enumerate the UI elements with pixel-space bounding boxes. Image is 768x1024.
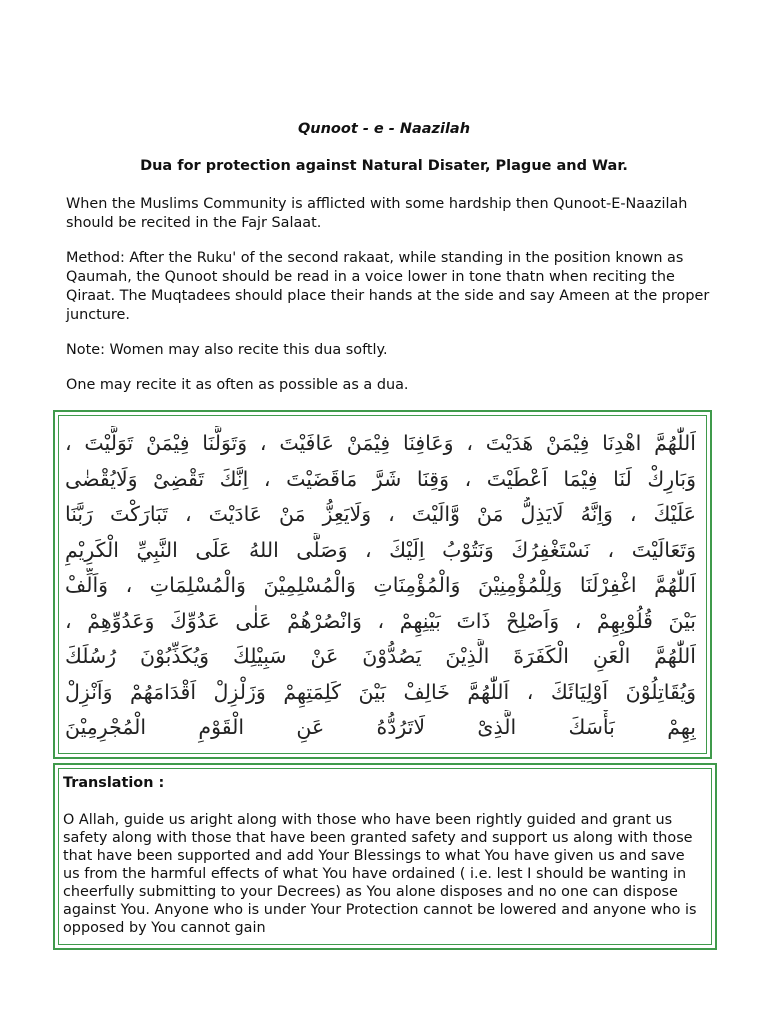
translation-box <box>53 763 717 950</box>
arabic-dua-box <box>53 410 712 759</box>
arabic-line: عَلَيْكَ ، وَاِنَّهُ لَايَذِلُّ مَنْ وَّالَيْتَ ، وَلَايَعِزُّ مَنْ عَادَيْتَ ، تَبَارَكْتَ رَبَّنَا <box>65 502 696 526</box>
note-paragraph: Note: Women may also recite this dua softly. <box>66 342 388 358</box>
intro-paragraph: When the Muslims Community is afflicted with some hardship then Qunoot-E-Naazilah should be recited in the Fajr Salaat. <box>66 196 688 231</box>
arabic-line: اَللّٰهُمَّ الْعَنِ الْكَفَرَةَ الَّذِيْنَ يَصُدُّوْنَ عَنْ سَبِيْلِكَ وَيُكَذِّبُوْنَ رُسُلَكَ <box>65 644 696 668</box>
arabic-line: بِهِمْ بَأْسَكَ الَّذِىْ لَاتَرُدُّهُ عَنِ الْقَوْمِ الْمُجْرِمِيْنَ <box>65 715 696 739</box>
document-subtitle: Dua for protection against Natural Disater, Plague and War. <box>140 158 628 174</box>
arabic-dua-text <box>65 426 696 746</box>
recite-paragraph: One may recite it as often as possible as a dua. <box>66 377 409 393</box>
arabic-line: اَللّٰهُمَّ اهْدِنَا فِيْمَنْ هَدَيْتَ ، وَعَافِنَا فِيْمَنْ عَافَيْتَ ، وَتَوَلَّنَا فِيْمَنْ تَوَلَّيْتَ ، <box>65 431 696 455</box>
arabic-line: وَبَارِكْ لَنَا فِيْمَا اَعْطَيْتَ ، وَقِنَا شَرَّ مَاقَضَيْتَ ، اِنَّكَ تَقْضِىْ وَلَايُقْضٰى <box>65 466 696 491</box>
arabic-line: وَيُقَاتِلُوْنَ اَوْلِيَائَكَ ، اَللّٰهُمَّ خَالِفْ بَيْنَ كَلِمَتِهِمْ وَزَلْزِلْ اَقْدَامَهُمْ وَاَنْزِلْ <box>65 679 696 704</box>
translation-heading: Translation : <box>63 775 165 791</box>
translation-text: O Allah, guide us aright along with those who have been rightly guided and grant us safety along with those that have been granted safety and support us along with those that have been supported and add Your Blessings to what You have given us and save us from the harmful effects of what You have ordained ( i.e. lest I should be wanting in cheerfully submitting to your Decrees) as You alone disposes and no one can dispose against You. Anyone who is under Your Protection cannot be lowered and anyone who is opposed by You cannot gain <box>63 812 697 936</box>
arabic-line: بَيْنَ قُلُوْبِهِمْ ، وَاَصْلِحْ ذَاتَ بَيْنِهِمْ ، وَانْصُرْهُمْ عَلٰى عَدُوِّكَ وَعَدُوِّهِمْ ، <box>65 608 696 633</box>
document-title: Qunoot - e - Naazilah <box>297 121 471 137</box>
method-paragraph: Method: After the Ruku' of the second rakaat, while standing in the position known as Qaumah, the Qunoot should be read in a voice lower in tone thatn when reciting the Qiraat. The Muqtadees should place their hands at the side and say Ameen at the proper juncture. <box>66 250 710 323</box>
arabic-line: اَللّٰهُمَّ اغْفِرْلَنَا وَلِلْمُؤْمِنِيْنَ وَالْمُؤْمِنَاتِ وَالْمُسْلِمِيْنَ وَالْمُسْلِمَاتِ ، وَاَلِّفْ <box>65 573 696 597</box>
arabic-line: وَتَعَالَيْتَ ، نَسْتَغْفِرُكَ وَنَتُوْبُ اِلَيْكَ ، وَصَلَّى اللهُ عَلَى النَّبِيِّ الْكَرِيْمِ <box>65 537 696 562</box>
